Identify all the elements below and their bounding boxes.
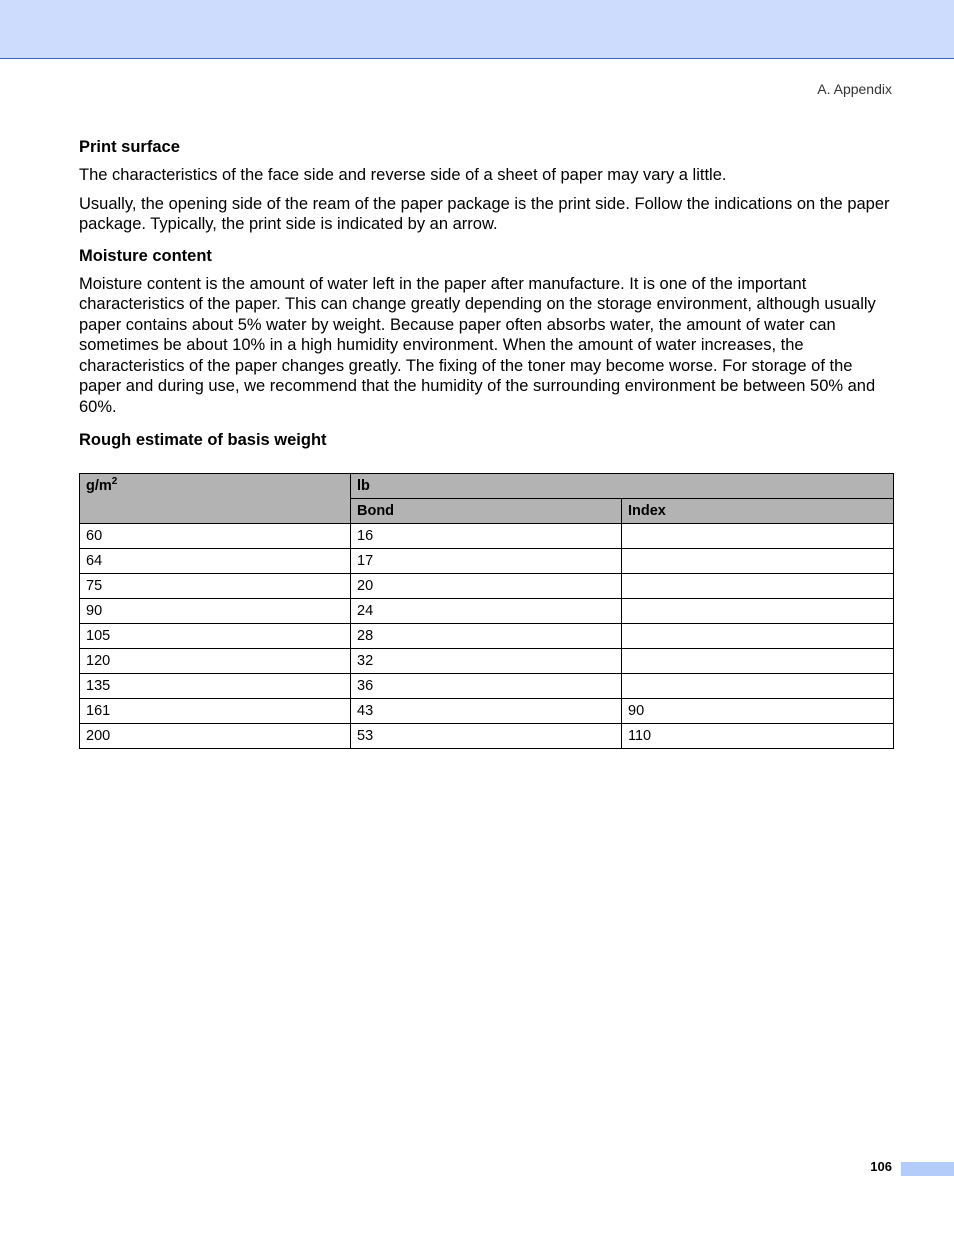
table-row <box>80 724 894 749</box>
bond-cell: 20 <box>351 574 622 599</box>
table-row <box>80 674 894 699</box>
table-row <box>80 524 894 549</box>
gsm-cell: 161 <box>80 699 351 724</box>
page-number-tab <box>901 1162 954 1176</box>
gsm-cell: 105 <box>80 624 351 649</box>
gsm-column-header <box>80 474 351 524</box>
bond-column-header: Bond <box>351 499 622 524</box>
index-cell: 110 <box>622 724 894 749</box>
bond-cell: 43 <box>351 699 622 724</box>
gsm-header-text: g/m <box>86 478 112 494</box>
bond-cell: 32 <box>351 649 622 674</box>
gsm-header-superscript: 2 <box>111 476 118 488</box>
index-cell <box>622 599 894 624</box>
gsm-cell: 75 <box>80 574 351 599</box>
print-surface-heading: Print surface <box>79 138 180 156</box>
chapter-label: A. Appendix <box>817 81 892 97</box>
table-header-row <box>80 474 894 499</box>
table-row <box>80 624 894 649</box>
top-header-band <box>0 0 954 59</box>
table-row <box>80 649 894 674</box>
index-cell <box>622 574 894 599</box>
index-column-header: Index <box>622 499 894 524</box>
gsm-cell: 200 <box>80 724 351 749</box>
bond-cell: 24 <box>351 599 622 624</box>
index-cell <box>622 624 894 649</box>
index-cell <box>622 549 894 574</box>
table-row <box>80 549 894 574</box>
gsm-cell: 60 <box>80 524 351 549</box>
bond-cell: 53 <box>351 724 622 749</box>
bond-cell: 16 <box>351 524 622 549</box>
index-cell <box>622 674 894 699</box>
basis-weight-table <box>79 473 894 749</box>
moisture-content-paragraph: Moisture content is the amount of water left in the paper after manufacture. It is one of the important characteristics of the paper. This can change greatly depending on the storage environment, although usually paper contains about 5% water by weight. Because paper often absorbs water, the amount of water can sometimes be about 10% in a high humidity environment. When the amount of water increases, the characteristics of the paper changes greatly. The fixing of the toner may become worse. For storage of the paper and during use, we recommend that the humidity of the surrounding environment be between 50% and 60%. <box>79 274 876 416</box>
bond-cell: 28 <box>351 624 622 649</box>
page-number: 106 <box>870 1159 892 1174</box>
print-surface-paragraph-1: The characteristics of the face side and reverse side of a sheet of paper may vary a little. <box>79 166 727 184</box>
index-cell: 90 <box>622 699 894 724</box>
index-cell <box>622 524 894 549</box>
print-surface-paragraph-2: Usually, the opening side of the ream of the paper package is the print side. Follow the indications on the paper package. Typically, the print side is indicated by an arrow. <box>79 194 890 233</box>
gsm-cell: 64 <box>80 549 351 574</box>
table-row <box>80 574 894 599</box>
moisture-content-heading: Moisture content <box>79 246 212 265</box>
index-cell <box>622 649 894 674</box>
basis-weight-heading: Rough estimate of basis weight <box>79 431 327 449</box>
table-row <box>80 699 894 724</box>
bond-cell: 17 <box>351 549 622 574</box>
table-row <box>80 599 894 624</box>
gsm-cell: 90 <box>80 599 351 624</box>
gsm-cell: 135 <box>80 674 351 699</box>
gsm-cell: 120 <box>80 649 351 674</box>
page-content <box>79 137 893 749</box>
lb-group-header: lb <box>351 474 894 499</box>
bond-cell: 36 <box>351 674 622 699</box>
